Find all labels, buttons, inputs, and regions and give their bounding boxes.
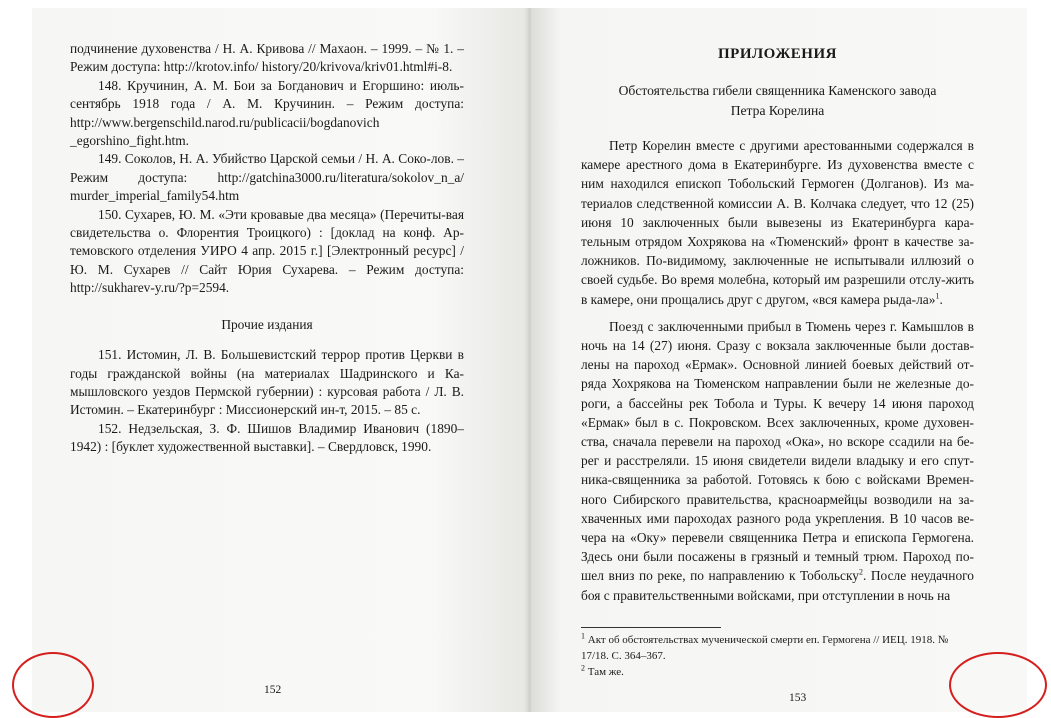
bibliography-entry: 148. Кручинин, А. М. Бои за Богданович и Егоршино: июль-сентябрь 1918 года / А. М. Кручинин. – Режим доступа: http://www.bergenschild.narod.ru/publicacii/bogdanovich _egorshino_fight.htm. — [70, 77, 464, 149]
bibliography-entry: 152. Недзельская, З. Ф. Шишов Владимир Иванович (1890–1942) : [буклет художественной выставки]. – Свердловск, 1990. — [70, 420, 464, 455]
footnotes — [581, 632, 974, 680]
footnote — [581, 664, 974, 680]
footnote-text: Там же. — [585, 666, 624, 678]
body-paragraph — [581, 317, 974, 605]
body-text — [581, 136, 974, 605]
footnote-number: 1 — [581, 631, 585, 641]
bibliography-entry: 149. Соколов, Н. А. Убийство Царской семьи / Н. А. Соко-лов. – Режим доступа: http://gatchina3000.ru/literatura/sokolov_n_a/ murder_imperial_family54.htm — [70, 151, 464, 204]
bibliography-entry: 150. Сухарев, Ю. М. «Эти кровавые два месяца» (Перечиты-вая свидетельства о. Флорентия Троицкого) : [доклад на конф. Ар-темовского отделения УИРО 4 апр. 2015 г.] [Электронный ресурс] / Ю. М. Сухарев // Сайт Юрия Сухарева. – Режим доступа: http://sukharev-y.ru/?p=2594. — [70, 206, 464, 296]
paragraph-text: . — [939, 291, 943, 307]
footnote-number: 2 — [581, 663, 585, 673]
annotation-circle-right — [949, 652, 1047, 718]
paragraph-text: . После неудачного боя с правительственными войсками, при отступлении в ночь на — [581, 568, 974, 603]
bibliography-entry: подчинение духовенства / Н. А. Кривова // Махаон. – 1999. – № 1. – Режим доступа: http://krotov.info/ history/20/krivova/kriv01.html#i-8. — [70, 41, 464, 75]
footnote-ref: 1 — [935, 291, 940, 301]
page-number: 152 — [264, 684, 282, 696]
left-page — [32, 8, 529, 712]
footnote-ref: 2 — [858, 568, 863, 577]
bibliography-entry: 151. Истомин, Л. В. Большевистский террор против Церкви в годы гражданской войны (на материалах Шадринского и Ка-мышловского уездов Пермской губернии) : курсовая работа / Л. В. Истомин. – Екатеринбург : Миссионерский ин-т, 2015. – 85 с. — [70, 347, 464, 418]
body-paragraph — [581, 136, 974, 309]
footnote — [581, 632, 974, 664]
footnote-text: Акт об обстоятельствах мученической смерти еп. Гермогена // ИЕЦ. 1918. № 17/18. С. 364–367. — [581, 634, 949, 662]
annotation-circle-left — [12, 652, 94, 718]
left-page-text — [70, 40, 464, 457]
footnote-divider — [581, 627, 721, 628]
page-number: 153 — [789, 692, 807, 704]
page-title: ПРИЛОЖЕНИЯ — [718, 46, 837, 62]
paragraph-text: Поезд с заключенными прибыл в Тюмень через г. Камышлов в ночь на 14 (27) июня. Сразу с вокзала заключенные были достав-лены на пароход «Ермак». Основной линией боевых действий от-ряда Хохрякова на Тюменском направлении были не железные до-роги, а бассейны рек Тобола и Туры. К вечеру 14 июня пароход «Ермак» был в с. Покровском. Всех заключенных, кроме духовен-ства, сначала перевели на пароход «Ока», но вскоре ссадили на бе-рег и расстреляли. 15 июня свидетели видели владыку и его спут-ника-священника за работой. Готовясь к бою с войсками Времен-ного Сибирского правительства, красноармейцы возводили на за-хваченных ими пароходах разного рода укрепления. В 10 часов ве-чера на «Оку» перевели священника Петра и епископа Гермогена. Здесь они были посажены в грязный и темный трюм. Пароход по-шел вниз по реке, по направлению к Тобольску — [581, 318, 974, 584]
page-subtitle — [581, 81, 974, 121]
subtitle-line: Петра Корелина — [730, 103, 825, 118]
section-heading: Прочие издания — [221, 316, 313, 332]
subtitle-line: Обстоятельства гибели священника Каменского завода — [618, 83, 937, 98]
paragraph-text: Петр Корелин вместе с другими арестованными содержался в камере арестного дома в Екатеринбурге. Из духовенства вместе с ним находился епископ Тобольский Гермоген (Долганов). Из ма-териалов следственной комиссии А. В. Колчака следует, что 12 (25) июня 10 заключенных были вывезены из Екатеринбурга кара-тельным отрядом Хохрякова на «Тюменский» фронт в качестве за-ложников. По-видимому, заключенные не испытывали иллюзий о своей судьбе. Во время молебна, который им разрешили отслу-жить в камере, они прощались друг с другом, «вся камера рыда-ла» — [581, 138, 974, 307]
right-page — [531, 8, 1027, 712]
